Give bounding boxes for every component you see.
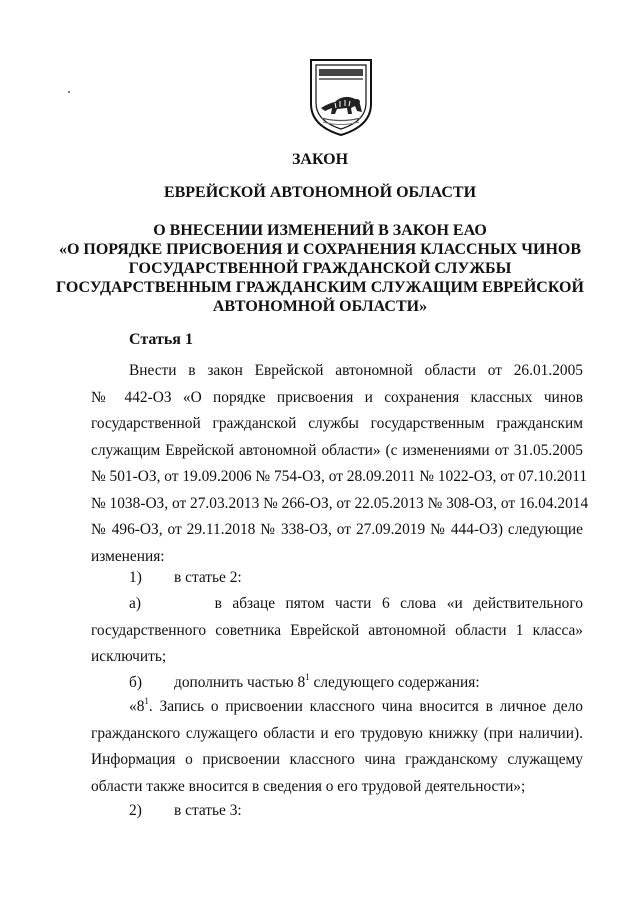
title-line: ГОСУДАРСТВЕННОЙ ГРАЖДАНСКОЙ СЛУЖБЫ (128, 260, 512, 277)
item-text: в статье 3: (174, 802, 242, 819)
subitem-a-paragraph (91, 591, 583, 671)
item-number: 2) (129, 802, 142, 819)
quote-text: . Запись о присвоении классного чина вносится в личное дело (148, 698, 583, 715)
paragraph-line: гражданского служащего области и его трудовую книжку (при наличии). (91, 724, 583, 742)
subitem-number: а) (129, 595, 141, 612)
quoted-text-paragraph (91, 694, 583, 800)
paragraph-line: № 1038-ОЗ, от 27.03.2013 № 266-ОЗ, от 22.05.2013 № 308-ОЗ, от 16.04.2014 (91, 494, 589, 512)
paragraph-line: изменения: (91, 547, 165, 565)
paragraph-line (91, 694, 583, 721)
subitem-text: дополнить частью 8 (174, 674, 306, 691)
subitem-text: в абзаце пятом части 6 слова «и действительного (214, 595, 583, 612)
document-type: ЗАКОН (291, 151, 349, 168)
coat-of-arms-emblem (305, 56, 377, 138)
item-text: в статье 2: (174, 569, 242, 586)
subitem-b-text (174, 673, 480, 692)
paragraph-line: Внести в закон Еврейской автономной области от 26.01.2005 (129, 362, 583, 379)
paragraph-line: служащим Еврейской автономной области» (с изменениями от 31.05.2005 (91, 441, 583, 459)
superscript: 1 (144, 695, 149, 706)
paragraph-line: № 501-ОЗ, от 19.09.2006 № 754-ОЗ, от 28.09.2011 № 1022-ОЗ, от 07.10.2011 (91, 468, 588, 485)
paragraph-line: исключить; (91, 648, 167, 665)
subitem-text: следующего содержания: (309, 674, 480, 691)
article-heading: Статья 1 (129, 331, 193, 348)
document-region: ЕВРЕЙСКОЙ АВТОНОМНОЙ ОБЛАСТИ (163, 184, 477, 201)
scan-speck (68, 91, 70, 93)
subitem-number: б) (129, 674, 142, 691)
article-intro-paragraph (91, 358, 589, 570)
paragraph-line: государственного советника Еврейской автономной области 1 класса» (91, 621, 583, 639)
title-line: ГОСУДАРСТВЕННЫМ ГРАЖДАНСКИМ СЛУЖАЩИМ ЕВРЕЙСКОЙ (56, 279, 584, 296)
paragraph-line (91, 591, 583, 618)
paragraph-line: области также вносится в сведения о его трудовой деятельности»; (91, 777, 526, 795)
title-line: «О ПОРЯДКЕ ПРИСВОЕНИЯ И СОХРАНЕНИЯ КЛАССНЫХ ЧИНОВ (58, 241, 582, 258)
title-line: О ВНЕСЕНИИ ИЗМЕНЕНИЙ В ЗАКОН ЕАО (153, 222, 487, 239)
document-title (0, 221, 640, 316)
superscript: 1 (305, 671, 310, 682)
quote-start: «8 (129, 698, 145, 715)
paragraph-line: № 442-ОЗ «О порядке присвоения и сохранения классных чинов (91, 388, 583, 406)
item-number: 1) (129, 569, 142, 586)
paragraph-line: Информация о присвоении классного чина гражданскому служащему (91, 751, 583, 768)
paragraph-line: государственной гражданской службы государственным гражданским (91, 415, 583, 432)
title-line: АВТОНОМНОЙ ОБЛАСТИ» (212, 298, 428, 315)
paragraph-line: № 496-ОЗ, от 29.11.2018 № 338-ОЗ, от 27.09.2019 № 444-ОЗ) следующие (91, 521, 583, 538)
